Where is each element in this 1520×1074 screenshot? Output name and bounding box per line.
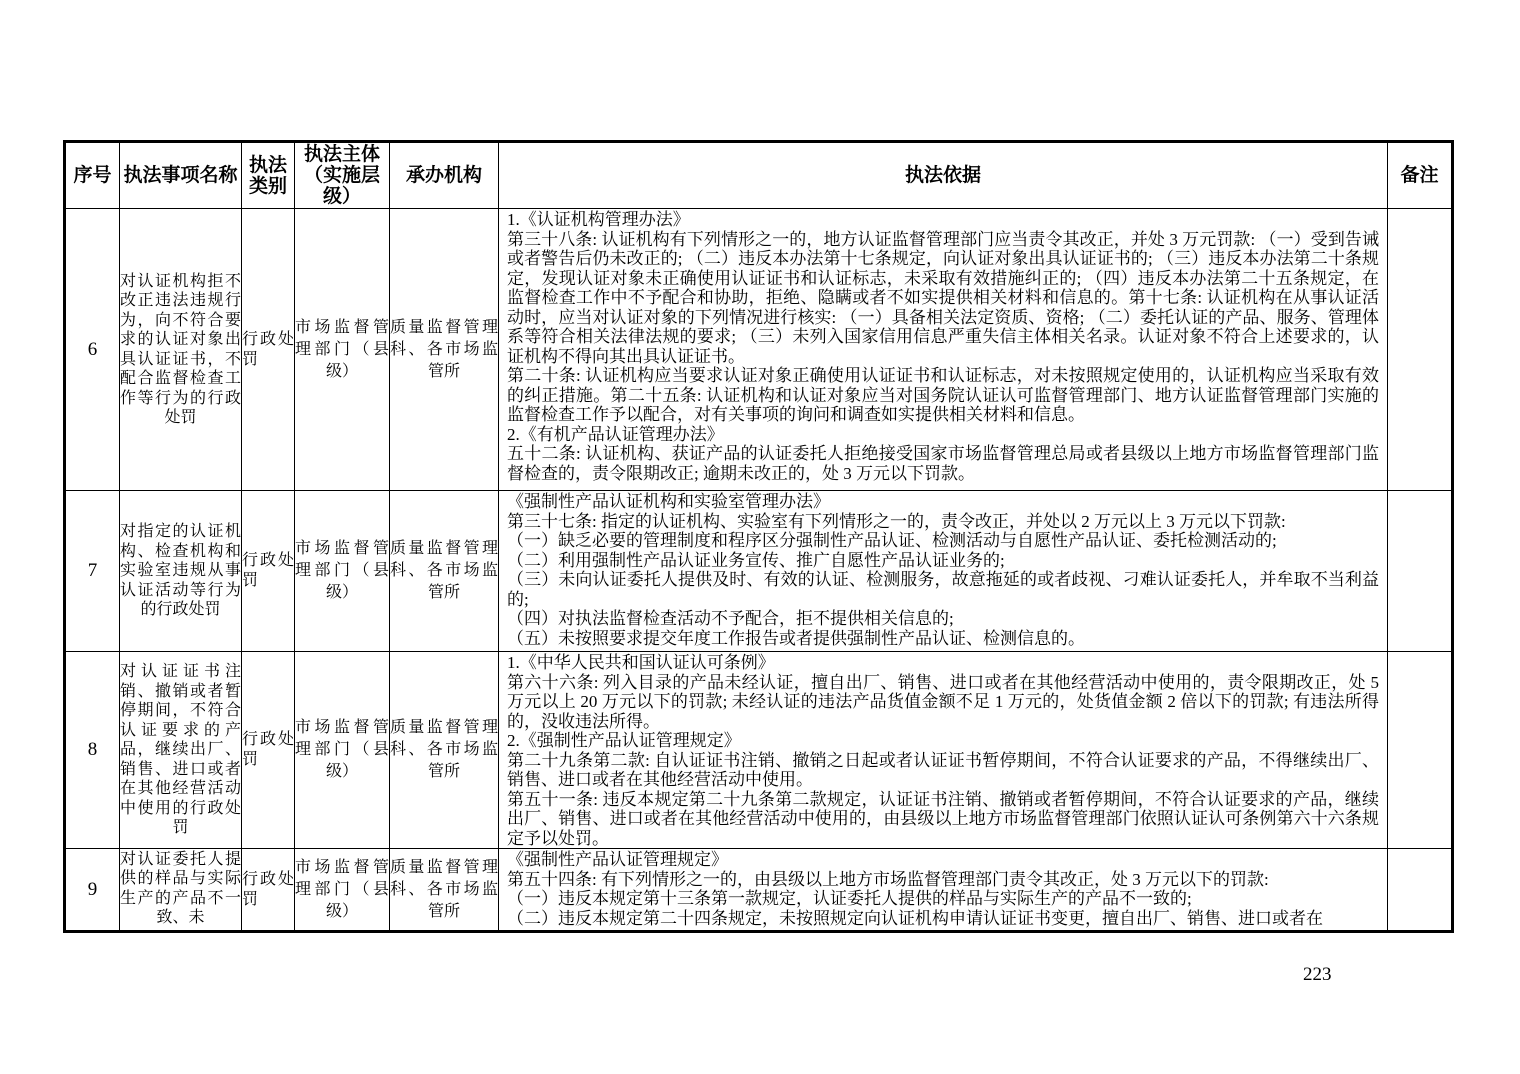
header-category: 执法类别 xyxy=(242,142,295,209)
basis-paragraph: （一）缺乏必要的管理制度和程序区分强制性产品认证、检测活动与自愿性产品认证、委托检测活动的; xyxy=(507,531,1277,550)
item-name-clipped: 对认证委托人提供的样品与实际生产的产品不一致、未 xyxy=(120,850,241,926)
cell-remark xyxy=(1388,652,1453,849)
cell-remark xyxy=(1388,849,1453,932)
cell-item-name: 对认证证书注销、撤销或者暂停期间，不符合认证要求的产品，继续出厂、销售、进口或者在其他经营活动中使用的行政处罚 xyxy=(120,652,242,849)
basis-paragraph: 《强制性产品认证管理规定》 xyxy=(507,850,728,869)
cell-subject: 市场监督管理部门（县级） xyxy=(295,491,390,652)
basis-paragraph: 第二十条: 认证机构应当要求认证对象正确使用认证证书和认证标志，对未按照规定使用的，认证机构应当采取有效的纠正措施。第二十五条: 认证机构和认证对象应当对国务院认证认可监督管理部门、地方认证监督管理部门实施的监督检查工作予以配合，对有关事项的询问和调查如实提供相关材料和信息。 xyxy=(507,366,1379,424)
basis-paragraph: （一）违反本规定第十三条第一款规定，认证委托人提供的样品与实际生产的产品不一致的; xyxy=(507,889,1192,908)
cell-basis xyxy=(499,652,1388,849)
table-row-6 xyxy=(65,209,1453,491)
basis-paragraphs xyxy=(499,209,1387,489)
basis-paragraph: 第五十一条: 违反本规定第二十九条第二款规定，认证证书注销、撤销或者暂停期间，不符合认证要求的产品，继续出厂、销售、进口或者在其他经营活动中使用的，由县级以上地方市场监督管理部门依照认证认可条例第六十六条规定予以处罚。 xyxy=(507,789,1379,847)
basis-paragraph: 2.《强制性产品认证管理规定》 xyxy=(507,731,741,750)
cell-category: 行政处罚 xyxy=(242,849,295,932)
header-subject: 执法主体（实施层级） xyxy=(295,142,390,209)
page-number: 223 xyxy=(1303,964,1332,985)
basis-paragraph: 第三十七条: 指定的认证机构、实验室有下列情形之一的，责令改正，并处以 2 万元以上 3 万元以下罚款: xyxy=(507,511,1286,531)
table-row-9 xyxy=(65,849,1453,932)
basis-paragraph: 《强制性产品认证机构和实验室管理办法》 xyxy=(507,492,830,511)
cell-basis xyxy=(499,491,1388,652)
cell-subject: 市场监督管理部门（县级） xyxy=(295,849,390,932)
cell-seq: 7 xyxy=(65,491,120,652)
basis-paragraphs xyxy=(499,849,1387,930)
table-row-7 xyxy=(65,491,1453,652)
basis-paragraph: 第六十六条: 列入目录的产品未经认证，擅自出厂、销售、进口或者在其他经营活动中使用的，责令限期改正，处 5 万元以上 20 万元以下的罚款; 未经认证的违法产品货值金额不足 1 万元的，处货值金额 2 倍以下的罚款; 有违法所得的，没收违法所得。 xyxy=(507,672,1379,731)
header-seq: 序号 xyxy=(65,142,120,209)
basis-paragraph: 第三十八条: 认证机构有下列情形之一的，地方认证监督管理部门应当责令其改正，并处 3 万元罚款: （一）受到告诫或者警告后仍未改正的; （二）违反本办法第十七条规定，向认证对象出具认证证书的; （三）违反本办法第二十条规定，发现认证对象未正确使用认证证书和认证标志，未采取有效措施纠正的; （四）违反本办法第二十五条规定，在监督检查工作中不予配合和协助，拒绝、隐瞒或者不如实提供相关材料和信息的。第十七条: 认证机构在从事认证活动时，应当对认证对象的下列情况进行核实: （一）具备相关法定资质、资格; （二）委托认证的产品、服务、管理体系等符合相关法律法规的要求; （三）未列入国家信用信息严重失信主体相关名录。认证对象不符合上述要求的，认证机构不得向其出具认证证书。 xyxy=(507,229,1379,366)
cell-remark xyxy=(1388,491,1453,652)
cell-remark xyxy=(1388,209,1453,491)
basis-paragraph: （二）利用强制性产品认证业务宣传、推广自愿性产品认证业务的; xyxy=(507,550,1005,570)
header-basis: 执法依据 xyxy=(499,142,1388,209)
cell-category: 行政处罚 xyxy=(242,652,295,849)
cell-subject: 市场监督管理部门（县级） xyxy=(295,652,390,849)
header-remark: 备注 xyxy=(1388,142,1453,209)
basis-paragraph: 五十二条: 认证机构、获证产品的认证委托人拒绝接受国家市场监督管理总局或者县级以上地方市场监督管理部门监督检查的，责令限期改正; 逾期未改正的，处 3 万元以下罚款。 xyxy=(507,444,1379,483)
basis-paragraph: （三）未向认证委托人提供及时、有效的认证、检测服务，故意拖延的或者歧视、刁难认证委托人，并牟取不当利益的; xyxy=(507,570,1379,609)
cell-agency: 质量监督管理科、各市场监管所 xyxy=(390,849,499,932)
basis-paragraph: （二）违反本规定第二十四条规定，未按照规定向认证机构申请认证证书变更，擅自出厂、销售、进口或者在 xyxy=(507,908,1323,928)
table-header-row xyxy=(65,142,1453,209)
cell-seq: 6 xyxy=(65,209,120,491)
basis-paragraph: 1.《中华人民共和国认证认可条例》 xyxy=(507,653,775,672)
basis-paragraph: 第二十九条第二款: 自认证证书注销、撤销之日起或者认证证书暂停期间，不符合认证要求的产品，不得继续出厂、销售、进口或者在其他经营活动中使用。 xyxy=(507,750,1379,789)
cell-item-name: 对认证机构拒不改正违法违规行为，向不符合要求的认证对象出具认证证书，不配合监督检查工作等行为的行政处罚 xyxy=(120,209,242,491)
cell-subject: 市场监督管理部门（县级） xyxy=(295,209,390,491)
header-agency: 承办机构 xyxy=(390,142,499,209)
cell-category: 行政处罚 xyxy=(242,491,295,652)
cell-agency: 质量监督管理科、各市场监管所 xyxy=(390,209,499,491)
cell-category: 行政处罚 xyxy=(242,209,295,491)
cell-agency: 质量监督管理科、各市场监管所 xyxy=(390,491,499,652)
basis-paragraph: 1.《认证机构管理办法》 xyxy=(507,210,690,229)
basis-paragraphs xyxy=(499,652,1387,847)
table-row-8 xyxy=(65,652,1453,849)
cell-seq: 8 xyxy=(65,652,120,849)
cell-agency: 质量监督管理科、各市场监管所 xyxy=(390,652,499,849)
enforcement-items-table xyxy=(63,140,1454,933)
basis-paragraph: 第五十四条: 有下列情形之一的，由县级以上地方市场监督管理部门责令其改正，处 3 万元以下的罚款: xyxy=(507,869,1269,889)
basis-paragraph: （五）未按照要求提交年度工作报告或者提供强制性产品认证、检测信息的。 xyxy=(507,628,1085,648)
cell-item-name: 对指定的认证机构、检查机构和实验室违规从事认证活动等行为的行政处罚 xyxy=(120,491,242,652)
cell-basis xyxy=(499,209,1388,491)
cell-seq: 9 xyxy=(65,849,120,932)
basis-paragraph: 2.《有机产品认证管理办法》 xyxy=(507,424,724,444)
cell-basis xyxy=(499,849,1388,932)
header-item-name: 执法事项名称 xyxy=(120,142,242,209)
basis-paragraphs xyxy=(499,491,1387,650)
basis-paragraph: （四）对执法监督检查活动不予配合，拒不提供相关信息的; xyxy=(507,609,954,628)
cell-item-name xyxy=(120,849,242,932)
